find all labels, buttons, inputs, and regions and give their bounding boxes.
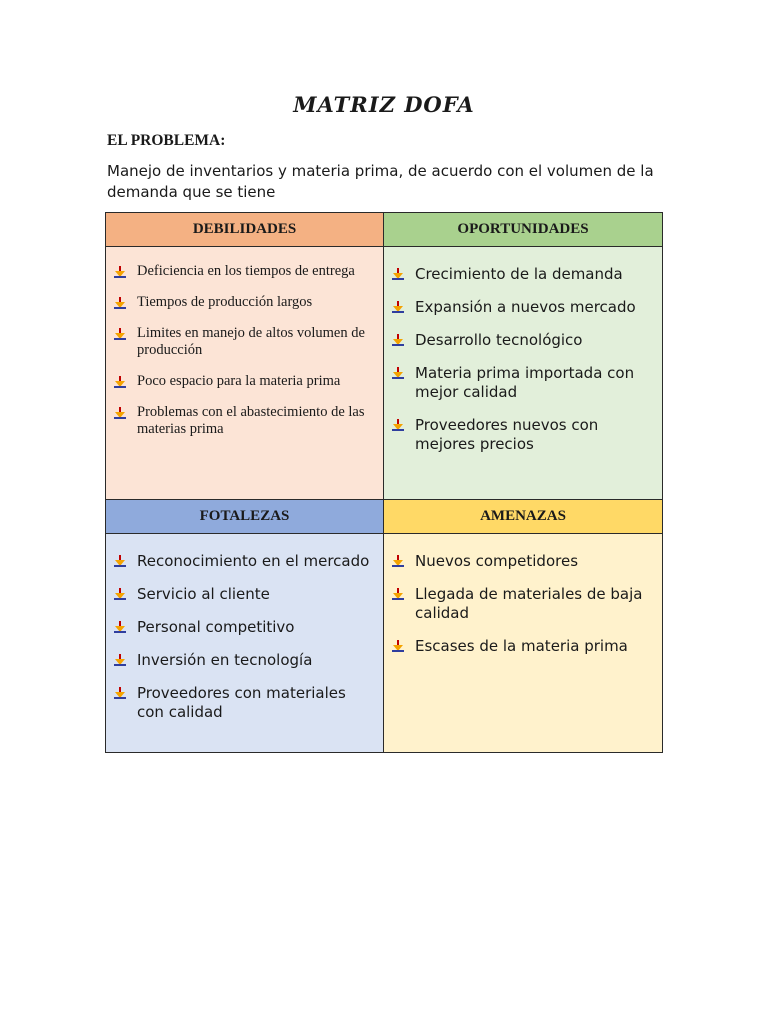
amenazas-header-label: AMENAZAS xyxy=(480,508,566,524)
list-item-text: Personal competitivo xyxy=(137,618,295,636)
oportunidades-header-label: OPORTUNIDADES xyxy=(457,221,589,237)
list-item-text: Problemas con el abastecimiento de las materias prima xyxy=(137,404,365,437)
debilidades-list xyxy=(106,247,383,438)
arrow-bullet-icon xyxy=(391,366,405,380)
list-item xyxy=(113,651,375,670)
list-item-text: Deficiencia en los tiempos de entrega xyxy=(137,263,355,279)
oportunidades-list xyxy=(384,247,662,454)
list-item-text: Reconocimiento en el mercado xyxy=(137,552,370,570)
list-item-text: Escases de la materia prima xyxy=(415,637,628,655)
list-item xyxy=(113,373,375,390)
fortalezas-cell xyxy=(106,534,384,753)
list-item xyxy=(113,325,375,359)
arrow-bullet-icon xyxy=(113,327,127,341)
list-item xyxy=(391,331,654,350)
list-item-text: Proveedores nuevos con mejores precios xyxy=(415,416,599,453)
oportunidades-header xyxy=(384,213,663,247)
arrow-bullet-icon xyxy=(391,333,405,347)
arrow-bullet-icon xyxy=(113,554,127,568)
list-item-text: Proveedores con materiales con calidad xyxy=(137,684,346,721)
list-item-text: Inversión en tecnología xyxy=(137,651,313,669)
arrow-bullet-icon xyxy=(113,375,127,389)
amenazas-list xyxy=(384,534,662,656)
list-item xyxy=(391,298,654,317)
arrow-bullet-icon xyxy=(391,267,405,281)
arrow-bullet-icon xyxy=(113,686,127,700)
list-item-text: Limites en manejo de altos volumen de producción xyxy=(137,325,365,358)
list-item xyxy=(113,585,375,604)
list-item xyxy=(113,552,375,571)
list-item-text: Poco espacio para la materia prima xyxy=(137,373,341,389)
problem-text: Manejo de inventarios y materia prima, de acuerdo con el volumen de la demanda que se tiene xyxy=(107,162,654,201)
list-item xyxy=(391,585,654,623)
list-item xyxy=(391,416,654,454)
arrow-bullet-icon xyxy=(113,296,127,310)
list-item-text: Expansión a nuevos mercado xyxy=(415,298,636,316)
arrow-bullet-icon xyxy=(113,587,127,601)
list-item-text: Llegada de materiales de baja calidad xyxy=(415,585,643,622)
oportunidades-cell xyxy=(384,247,663,500)
amenazas-cell xyxy=(384,534,663,753)
debilidades-header xyxy=(106,213,384,247)
list-item xyxy=(113,294,375,311)
debilidades-header-label: DEBILIDADES xyxy=(192,221,297,237)
debilidades-cell xyxy=(106,247,384,500)
list-item xyxy=(113,618,375,637)
fortalezas-list xyxy=(106,534,383,722)
page-title: MATRIZ DOFA xyxy=(293,92,475,117)
arrow-bullet-icon xyxy=(391,639,405,653)
list-item xyxy=(113,404,375,438)
list-item xyxy=(391,364,654,402)
problem-label: EL PROBLEMA: xyxy=(107,132,226,149)
arrow-bullet-icon xyxy=(391,587,405,601)
list-item-text: Crecimiento de la demanda xyxy=(415,265,623,283)
arrow-bullet-icon xyxy=(113,653,127,667)
fortalezas-header-label: FOTALEZAS xyxy=(199,508,290,524)
arrow-bullet-icon xyxy=(391,418,405,432)
list-item xyxy=(113,684,375,722)
list-item-text: Materia prima importada con mejor calidad xyxy=(415,364,635,401)
arrow-bullet-icon xyxy=(113,265,127,279)
list-item xyxy=(113,263,375,280)
list-item-text: Desarrollo tecnológico xyxy=(415,331,583,349)
arrow-bullet-icon xyxy=(113,406,127,420)
fortalezas-header xyxy=(106,500,384,534)
arrow-bullet-icon xyxy=(391,300,405,314)
list-item xyxy=(391,552,654,571)
list-item-text: Servicio al cliente xyxy=(137,585,270,603)
list-item-text: Tiempos de producción largos xyxy=(137,294,313,310)
dofa-matrix xyxy=(105,212,663,753)
list-item xyxy=(391,265,654,284)
arrow-bullet-icon xyxy=(113,620,127,634)
arrow-bullet-icon xyxy=(391,554,405,568)
list-item-text: Nuevos competidores xyxy=(415,552,579,570)
list-item xyxy=(391,637,654,656)
amenazas-header xyxy=(384,500,663,534)
